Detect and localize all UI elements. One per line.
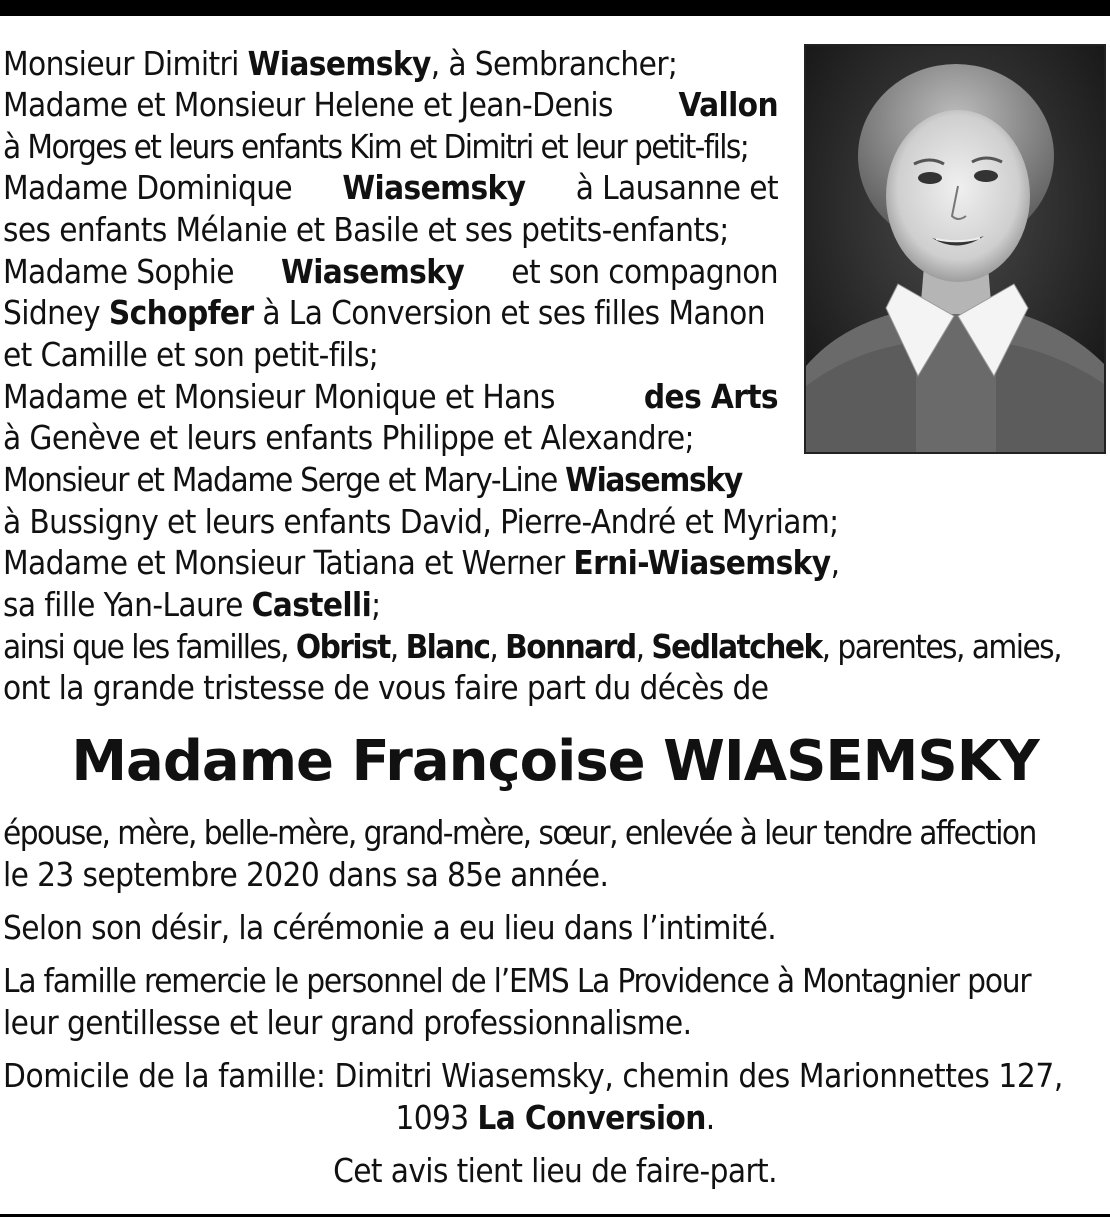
text: Monsieur et Madame Serge et Mary-Line xyxy=(3,460,557,499)
family-line xyxy=(3,542,839,584)
deceased-name: Madame Françoise WIASEMSKY xyxy=(71,729,1039,794)
family-line xyxy=(3,251,778,293)
text: , parentes, amies, xyxy=(821,627,1061,666)
text: , à Sembrancher; xyxy=(430,44,678,83)
paragraph-line: le 23 septembre 2020 dans sa 85e année. xyxy=(3,855,609,894)
text: Madame et Monsieur Monique et Hans xyxy=(3,377,555,416)
surname: Wiasemsky xyxy=(281,252,465,291)
text: Monsieur Dimitri xyxy=(3,44,239,83)
text: Madame et Monsieur Tatiana et Werner xyxy=(3,543,565,582)
family-line xyxy=(3,126,748,168)
surname: des Arts xyxy=(643,377,778,416)
domicile-line: Domicile de la famille: Dimitri Wiasemsky, chemin des Marionnettes 127, xyxy=(3,1056,1063,1095)
family-line xyxy=(3,417,694,459)
text: , xyxy=(389,627,398,666)
portrait-image xyxy=(806,46,1104,452)
family-line xyxy=(3,584,381,626)
portrait-photo xyxy=(804,44,1106,454)
text: ; xyxy=(371,585,381,624)
text: à Morges et leurs enfants Kim et Dimitri et leur petit-fils; xyxy=(3,127,749,166)
family-line xyxy=(3,167,778,209)
surname: Blanc xyxy=(405,627,490,666)
family-line xyxy=(3,667,768,709)
family-line xyxy=(3,459,742,501)
paragraph-line: épouse, mère, belle-mère, grand-mère, sœur, enlevée à leur tendre affection xyxy=(3,813,1036,852)
text: , xyxy=(830,543,840,582)
surname: Wiasemsky xyxy=(565,460,742,499)
text: Madame Dominique xyxy=(3,168,293,207)
surname: Schopfer xyxy=(108,293,254,332)
text: . xyxy=(705,1098,715,1137)
text: ont la grande tristesse de vous faire part du décès de xyxy=(3,668,769,707)
family-line xyxy=(3,626,1061,668)
top-rule xyxy=(0,0,1110,16)
surname: Sedlatchek xyxy=(651,627,822,666)
text: sa fille Yan-Laure xyxy=(3,585,243,624)
postcode: 1093 xyxy=(395,1098,469,1137)
paragraph-line: Selon son désir, la cérémonie a eu lieu dans l’intimité. xyxy=(3,908,777,947)
text: Madame Sophie xyxy=(3,252,234,291)
text: ainsi que les familles, xyxy=(3,627,289,666)
text: , xyxy=(635,627,644,666)
surname: Castelli xyxy=(251,585,372,624)
text: à Bussigny et leurs enfants David, Pierre-André et Myriam; xyxy=(3,502,839,541)
surname: Wiasemsky xyxy=(247,44,431,83)
surname: Vallon xyxy=(678,85,778,124)
family-line xyxy=(3,84,778,126)
family-line xyxy=(3,43,677,85)
text: à Genève et leurs enfants Philippe et Alexandre; xyxy=(3,418,694,457)
family-line xyxy=(3,501,839,543)
paragraph-line: leur gentillesse et leur grand professionnalisme. xyxy=(3,1003,692,1042)
text: et Camille et son petit-fils; xyxy=(3,335,379,374)
text: et son compagnon xyxy=(511,252,778,291)
paragraph-line: La famille remercie le personnel de l’EMS La Providence à Montagnier pour xyxy=(3,961,1031,1000)
surname: Obrist xyxy=(295,627,390,666)
text: à La Conversion et ses filles Manon xyxy=(262,293,765,332)
family-line xyxy=(3,209,729,251)
closing-line: Cet avis tient lieu de faire-part. xyxy=(333,1151,777,1190)
surname: Erni-Wiasemsky xyxy=(573,543,831,582)
surname: Wiasemsky xyxy=(342,168,526,207)
text: à Lausanne et xyxy=(575,168,778,207)
family-line xyxy=(3,376,778,418)
text: , xyxy=(489,627,498,666)
surname: Bonnard xyxy=(505,627,636,666)
locality: La Conversion xyxy=(477,1098,706,1137)
text: ses enfants Mélanie et Basile et ses petits-enfants; xyxy=(3,210,729,249)
domicile-line xyxy=(3,1097,1107,1139)
family-line xyxy=(3,334,378,376)
family-line xyxy=(3,292,765,334)
text: Sidney xyxy=(3,293,101,332)
text: Madame et Monsieur Helene et Jean-Denis xyxy=(3,85,613,124)
